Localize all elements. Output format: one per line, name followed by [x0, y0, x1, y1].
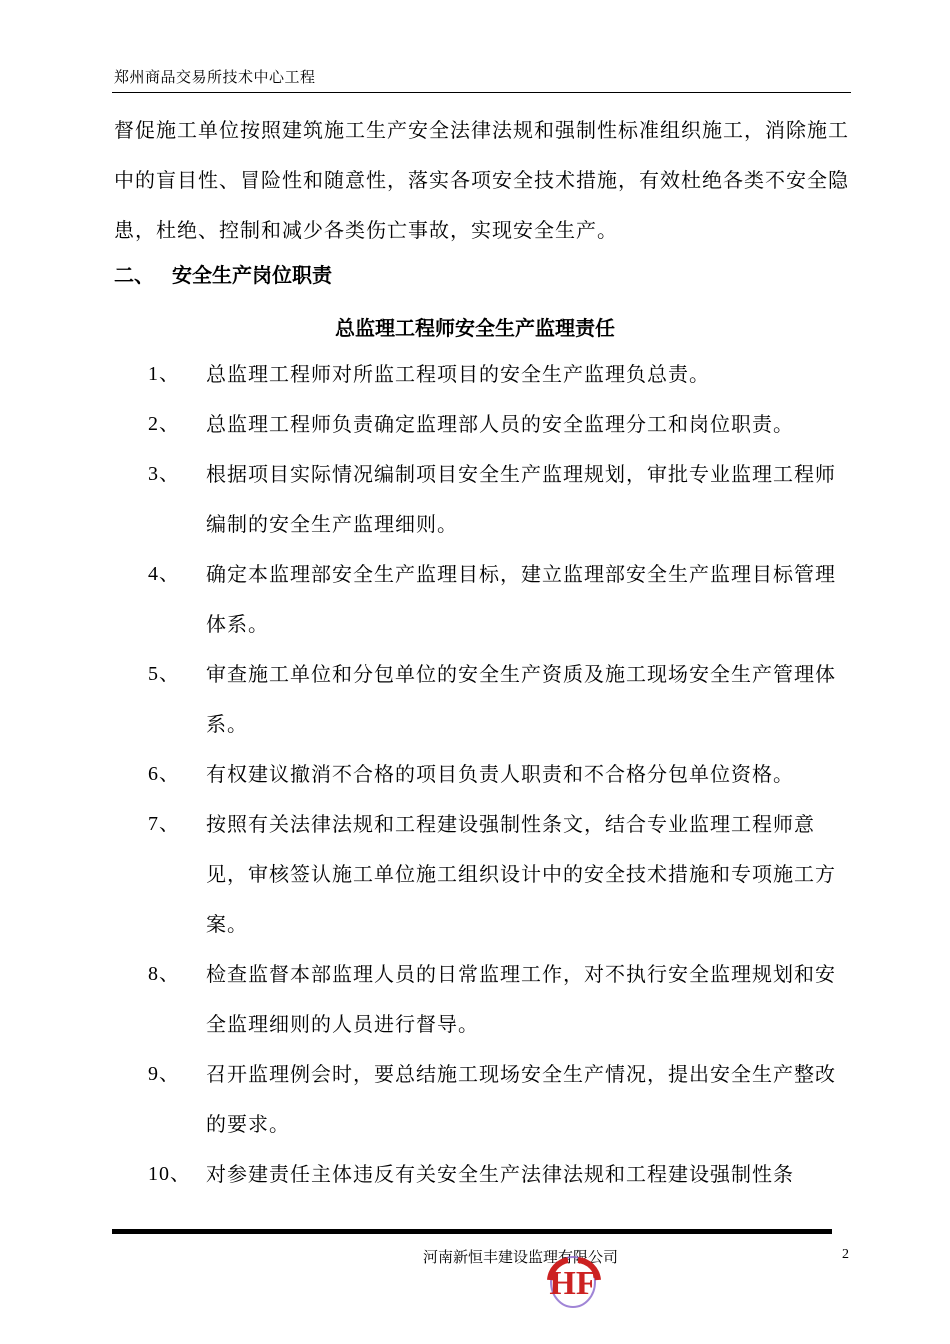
list-item — [148, 399, 858, 449]
item-number: 1、 — [148, 363, 180, 385]
responsibility-list — [148, 349, 858, 1199]
section-number: 二、 — [114, 263, 154, 287]
item-number: 10、 — [148, 1163, 191, 1185]
footer-divider — [112, 1229, 832, 1234]
item-number: 2、 — [148, 413, 180, 435]
item-text: 按照有关法律法规和工程建设强制性条文，结合专业监理工程师意见，审核签认施工单位施工组织设计中的安全技术措施和专项施工方案。 — [206, 812, 836, 936]
item-text: 根据项目实际情况编制项目安全生产监理规划，审批专业监理工程师编制的安全生产监理细则。 — [206, 462, 836, 536]
item-text: 召开监理例会时，要总结施工现场安全生产情况，提出安全生产整改的要求。 — [206, 1062, 836, 1136]
item-number: 8、 — [148, 963, 180, 985]
header-divider — [112, 92, 851, 93]
list-item — [148, 1149, 858, 1199]
page-header-title: 郑州商品交易所技术中心工程 — [114, 68, 316, 86]
list-item — [148, 349, 858, 399]
list-item — [148, 1049, 858, 1149]
section-title: 安全生产岗位职责 — [172, 263, 332, 287]
item-text: 总监理工程师对所监工程项目的安全生产监理负总责。 — [206, 362, 710, 386]
item-number: 7、 — [148, 813, 180, 835]
list-item — [148, 649, 858, 749]
intro-paragraph: 督促施工单位按照建筑施工生产安全法律法规和强制性标准组织施工，消除施工中的盲目性、冒险性和随意性，落实各项安全技术措施，有效杜绝各类不安全隐患，杜绝、控制和减少各类伤亡事故，实现安全生产。 — [114, 118, 849, 242]
item-text: 总监理工程师负责确定监理部人员的安全监理分工和岗位职责。 — [206, 412, 794, 436]
item-number: 5、 — [148, 663, 180, 685]
list-item — [148, 749, 858, 799]
item-text: 审查施工单位和分包单位的安全生产资质及施工现场安全生产管理体系。 — [206, 662, 836, 736]
list-item — [148, 449, 858, 549]
subtitle: 总监理工程师安全生产监理责任 — [335, 316, 615, 340]
item-text: 检查监督本部监理人员的日常监理工作，对不执行安全监理规划和安全监理细则的人员进行督导。 — [206, 962, 836, 1036]
item-number: 4、 — [148, 563, 180, 585]
list-item — [148, 799, 858, 949]
list-item — [148, 949, 858, 1049]
footer-company: 河南新恒丰建设监理有限公司 — [423, 1248, 619, 1266]
item-text: 有权建议撤消不合格的项目负责人职责和不合格分包单位资格。 — [206, 762, 794, 786]
list-item — [148, 549, 858, 649]
section-heading — [114, 255, 332, 295]
company-logo-icon — [538, 1250, 608, 1310]
page-number: 2 — [842, 1247, 849, 1262]
item-number: 9、 — [148, 1063, 180, 1085]
item-number: 6、 — [148, 763, 180, 785]
item-number: 3、 — [148, 463, 180, 485]
svg-text:HF: HF — [549, 1265, 597, 1302]
item-text: 对参建责任主体违反有关安全生产法律法规和工程建设强制性条 — [206, 1162, 794, 1186]
item-text: 确定本监理部安全生产监理目标，建立监理部安全生产监理目标管理体系。 — [206, 562, 836, 636]
